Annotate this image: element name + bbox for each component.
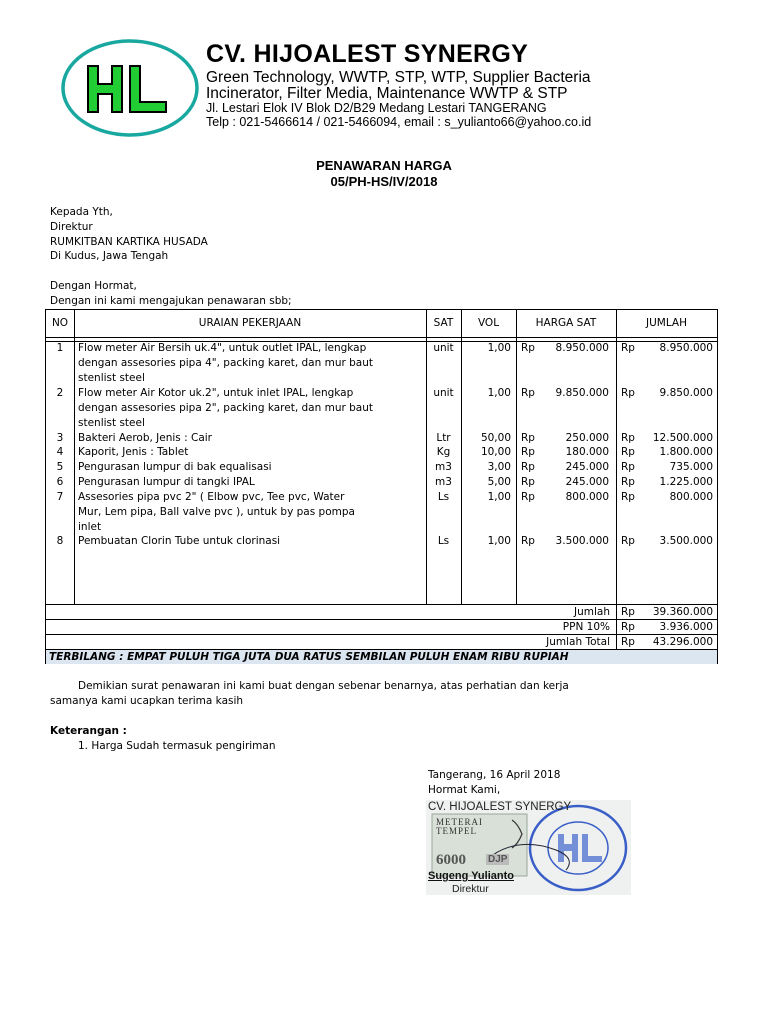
row-no: 5 xyxy=(56,461,64,473)
row-no: 4 xyxy=(56,446,64,458)
row-volume: 3,00 xyxy=(487,461,511,473)
row-description-line: Pembuatan Clorin Tube untuk clorinasi xyxy=(78,535,281,547)
row-price-currency: Rp xyxy=(521,432,535,444)
company-tagline-2: Incinerator, Filter Media, Maintenance WWTP & STP xyxy=(206,85,568,102)
recipient-line-1: Kepada Yth, xyxy=(50,206,113,218)
closing-line-2: samanya kami ucapkan terima kasih xyxy=(50,695,244,707)
row-unit-price: 245.000 xyxy=(565,461,609,473)
greeting: Dengan Hormat, xyxy=(50,280,137,292)
header-no: NO xyxy=(51,317,69,329)
amount-in-words: TERBILANG : EMPAT PULUH TIGA JUTA DUA RATUS SEMBILAN PULUH ENAM RIBU RUPIAH xyxy=(46,650,717,664)
row-unit: Ltr xyxy=(436,432,451,444)
salutation: Hormat Kami, xyxy=(428,784,501,796)
row-unit-price: 3.500.000 xyxy=(555,535,609,547)
row-description-line: Mur, Lem pipa, Ball valve pvc ), untuk by pas pompa xyxy=(78,506,355,518)
row-unit: unit xyxy=(433,342,454,354)
recipient-line-2: Direktur xyxy=(50,221,93,233)
row-unit-price: 800.000 xyxy=(565,491,609,503)
row-no: 6 xyxy=(56,476,64,488)
row-price-currency: Rp xyxy=(521,446,535,458)
row-price-currency: Rp xyxy=(521,387,535,399)
row-volume: 1,00 xyxy=(487,342,511,354)
row-description-line: Kaporit, Jenis : Tablet xyxy=(78,446,189,458)
offer-table xyxy=(45,309,718,664)
row-price-currency: Rp xyxy=(521,535,535,547)
ppn-label: PPN 10% xyxy=(562,621,610,633)
row-volume: 10,00 xyxy=(480,446,511,458)
header-sat: SAT xyxy=(433,317,454,329)
row-total: 3.500.000 xyxy=(659,535,713,547)
subtotal-value: 39.360.000 xyxy=(652,606,713,618)
stamp-company-name: CV. HIJOALEST SYNERGY xyxy=(428,801,572,813)
row-total-currency: Rp xyxy=(621,461,635,473)
company-tagline-1: Green Technology, WWTP, STP, WTP, Supplier Bacteria xyxy=(206,69,591,86)
row-total: 9.850.000 xyxy=(659,387,713,399)
document-title: PENAWARAN HARGA xyxy=(316,158,452,173)
row-price-currency: Rp xyxy=(521,461,535,473)
row-unit-price: 180.000 xyxy=(565,446,609,458)
signer-position: Direktur xyxy=(452,883,489,895)
row-price-currency: Rp xyxy=(521,476,535,488)
subtotal-currency: Rp xyxy=(621,606,635,618)
row-no: 2 xyxy=(56,387,64,399)
row-description-line: stenlist steel xyxy=(78,372,145,384)
meterai-code: DJP xyxy=(488,854,508,865)
meterai-value: 6000 xyxy=(436,852,466,868)
row-unit-price: 245.000 xyxy=(565,476,609,488)
row-total: 735.000 xyxy=(669,461,713,473)
row-description-line: Assesories pipa pvc 2" ( Elbow pvc, Tee pvc, Water xyxy=(78,491,345,503)
row-total: 1.225.000 xyxy=(659,476,713,488)
row-description-line: inlet xyxy=(78,521,102,533)
meterai-label: METERAI TEMPEL xyxy=(436,817,483,836)
signer-name: Sugeng Yulianto xyxy=(428,870,514,882)
row-unit: Ls xyxy=(437,535,450,547)
place-date: Tangerang, 16 April 2018 xyxy=(428,769,561,781)
row-description-line: Pengurasan lumpur di bak equalisasi xyxy=(78,461,272,473)
row-total: 8.950.000 xyxy=(659,342,713,354)
row-volume: 1,00 xyxy=(487,535,511,547)
company-contact: Telp : 021-5466614 / 021-5466094, email : s_yulianto66@yahoo.co.id xyxy=(206,115,592,129)
row-description-line: Flow meter Air Kotor uk.2", untuk inlet IPAL, lengkap xyxy=(78,387,354,399)
row-total-currency: Rp xyxy=(621,491,635,503)
total-currency: Rp xyxy=(621,636,635,648)
row-price-currency: Rp xyxy=(521,491,535,503)
ppn-currency: Rp xyxy=(621,621,635,633)
recipient-line-4: Di Kudus, Jawa Tengah xyxy=(50,250,169,262)
row-unit: Kg xyxy=(436,446,451,458)
row-volume: 1,00 xyxy=(487,387,511,399)
row-total-currency: Rp xyxy=(621,476,635,488)
row-total-currency: Rp xyxy=(621,535,635,547)
total-label: Jumlah Total xyxy=(546,636,610,648)
company-name: CV. HIJOALEST SYNERGY xyxy=(206,40,529,68)
header-uraian: URAIAN PEKERJAAN xyxy=(198,317,302,329)
row-description-line: Flow meter Air Bersih uk.4", untuk outlet IPAL, lengkap xyxy=(78,342,367,354)
header-jumlah: JUMLAH xyxy=(645,317,687,329)
row-description-line: dengan assesories pipa 2", packing karet, dan mur baut xyxy=(78,402,374,414)
closing-line-1: Demikian surat penawaran ini kami buat dengan sebenar benarnya, atas perhatian dan kerja xyxy=(78,680,569,692)
row-unit-price: 250.000 xyxy=(565,432,609,444)
company-address: Jl. Lestari Elok IV Blok D2/B29 Medang Lestari TANGERANG xyxy=(206,101,547,115)
row-description-line: Pengurasan lumpur di tangki IPAL xyxy=(78,476,255,488)
row-total-currency: Rp xyxy=(621,387,635,399)
row-unit: m3 xyxy=(435,461,452,473)
signature-stamp xyxy=(426,800,631,895)
row-description-line: Bakteri Aerob, Jenis : Cair xyxy=(78,432,212,444)
row-price-currency: Rp xyxy=(521,342,535,354)
row-volume: 5,00 xyxy=(487,476,511,488)
row-no: 3 xyxy=(56,432,64,444)
row-unit-price: 9.850.000 xyxy=(555,387,609,399)
header-harga: HARGA SAT xyxy=(535,317,597,329)
header-vol: VOL xyxy=(477,317,500,329)
company-logo xyxy=(60,38,200,138)
subtotal-label: Jumlah xyxy=(574,606,610,618)
row-total: 800.000 xyxy=(669,491,713,503)
recipient-line-3: RUMKITBAN KARTIKA HUSADA xyxy=(50,236,208,248)
row-unit: unit xyxy=(433,387,454,399)
notes-heading: Keterangan : xyxy=(50,725,127,737)
row-total-currency: Rp xyxy=(621,432,635,444)
row-description-line: dengan assesories pipa 4", packing karet, dan mur baut xyxy=(78,357,374,369)
row-total: 1.800.000 xyxy=(659,446,713,458)
intro-text: Dengan ini kami mengajukan penawaran sbb; xyxy=(50,295,292,307)
row-unit-price: 8.950.000 xyxy=(555,342,609,354)
row-volume: 1,00 xyxy=(487,491,511,503)
row-no: 7 xyxy=(56,491,64,503)
row-unit: m3 xyxy=(435,476,452,488)
row-description-line: stenlist steel xyxy=(78,417,145,429)
document-number: 05/PH-HS/IV/2018 xyxy=(330,174,438,189)
row-total: 12.500.000 xyxy=(652,432,713,444)
row-no: 1 xyxy=(56,342,64,354)
row-volume: 50,00 xyxy=(480,432,511,444)
row-no: 8 xyxy=(56,535,64,547)
total-value: 43.296.000 xyxy=(652,636,713,648)
row-total-currency: Rp xyxy=(621,342,635,354)
notes-item-1: 1. Harga Sudah termasuk pengiriman xyxy=(78,740,276,752)
row-total-currency: Rp xyxy=(621,446,635,458)
row-unit: Ls xyxy=(437,491,450,503)
ppn-value: 3.936.000 xyxy=(659,621,713,633)
